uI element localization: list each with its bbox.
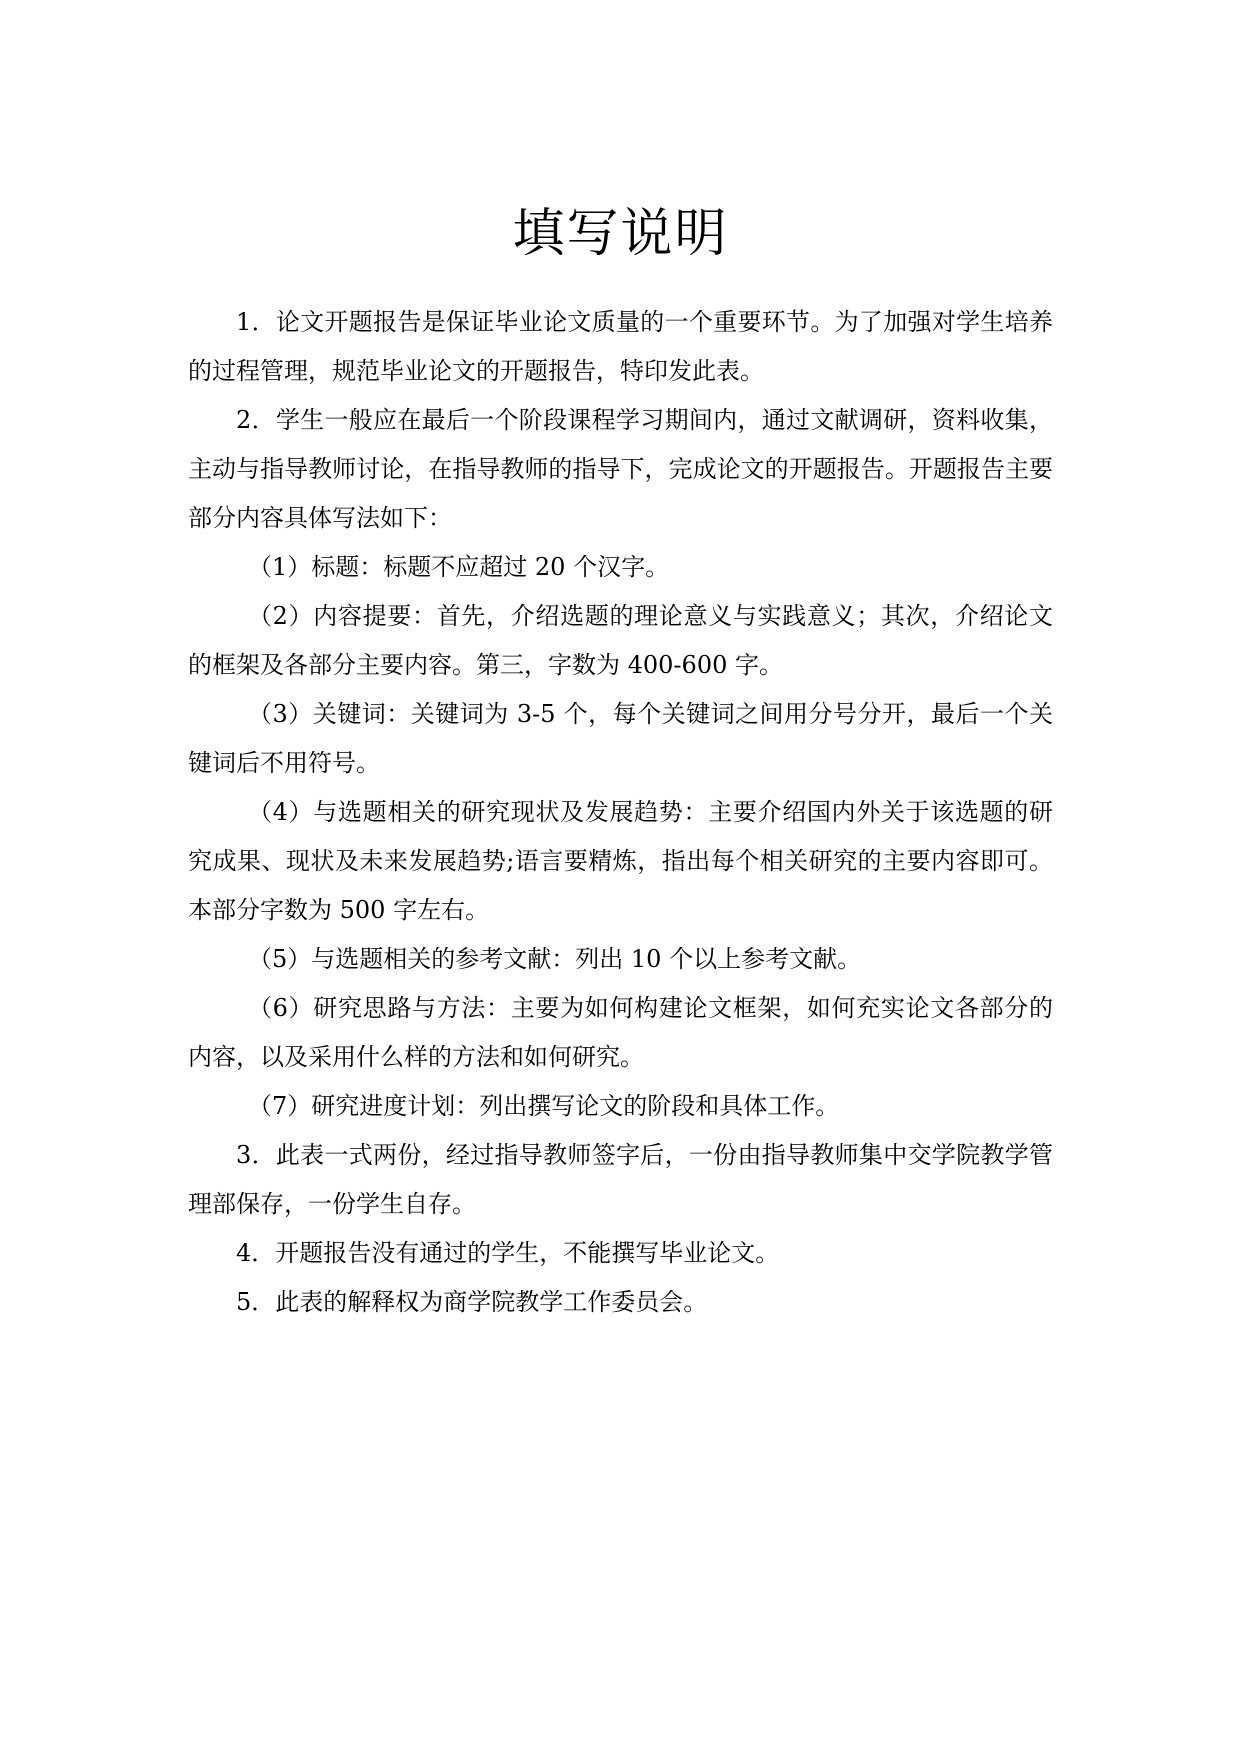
instruction-subitem-title: （1）标题：标题不应超过 20 个汉字。 xyxy=(248,553,670,581)
instruction-item-3: 3．此表一式两份，经过指导教师签字后，一份由指导教师集中交学院教学管理部保存，一份学生自存。 xyxy=(188,1141,1053,1218)
page-title: 填写说明 xyxy=(512,203,729,264)
instruction-item-5: 5．此表的解释权为商学院教学工作委员会。 xyxy=(236,1288,708,1316)
instruction-subitem-abstract: （2）内容提要：首先，介绍选题的理论意义与实践意义；其次，介绍论文的框架及各部分主要内容。第三，字数为 400-600 字。 xyxy=(188,602,1053,679)
instructions-body xyxy=(188,298,1053,1327)
instruction-subitem-schedule: （7）研究进度计划：列出撰写论文的阶段和具体工作。 xyxy=(248,1092,840,1120)
instruction-subitem-keywords: （3）关键词：关键词为 3-5 个，每个关键词之间用分号分开，最后一个关键词后不用符号。 xyxy=(188,700,1053,777)
instruction-item-2: 2．学生一般应在最后一个阶段课程学习期间内，通过文献调研，资料收集，主动与指导教师讨论，在指导教师的指导下，完成论文的开题报告。开题报告主要部分内容具体写法如下： xyxy=(188,406,1053,532)
instruction-subitem-methods: （6）研究思路与方法：主要为如何构建论文框架，如何充实论文各部分的内容，以及采用什么样的方法和如何研究。 xyxy=(188,994,1053,1071)
instruction-subitem-references: （5）与选题相关的参考文献：列出 10 个以上参考文献。 xyxy=(248,945,862,973)
instruction-subitem-research-status: （4）与选题相关的研究现状及发展趋势：主要介绍国内外关于该选题的研究成果、现状及未来发展趋势;语言要精炼，指出每个相关研究的主要内容即可。本部分字数为 500 字左右。 xyxy=(188,798,1053,924)
instruction-item-1: 1．论文开题报告是保证毕业论文质量的一个重要环节。为了加强对学生培养的过程管理，规范毕业论文的开题报告，特印发此表。 xyxy=(188,308,1053,385)
instruction-item-4: 4．开题报告没有通过的学生，不能撰写毕业论文。 xyxy=(236,1239,780,1267)
